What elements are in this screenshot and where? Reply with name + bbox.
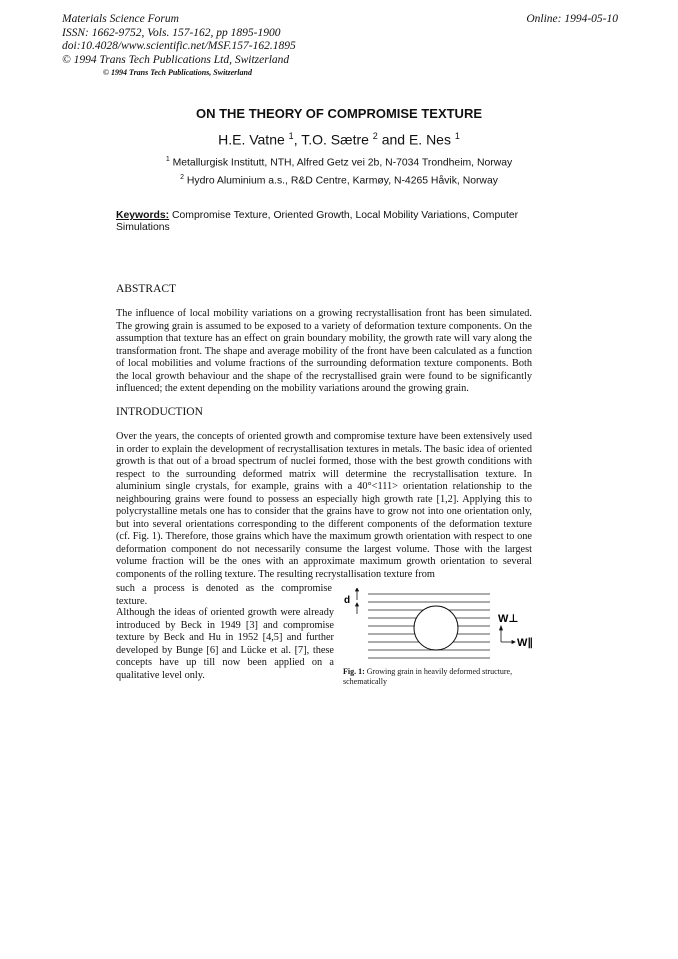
intro-paragraph-2: Although the ideas of oriented growth were already introduced by Beck in 1949 [3] and compromise texture by Beck and Hu in 1952 [4,5] and further developed by Bunge [6] and Lücke et al. [7], these concepts have up till now been applied on a qualitative level only. xyxy=(116,607,334,681)
paper-title: ON THE THEORY OF COMPROMISE TEXTURE xyxy=(195,106,483,121)
author-sup: 1 xyxy=(288,131,294,141)
author-name: T.O. Sætre xyxy=(301,131,369,148)
author-name: E. Nes xyxy=(408,131,451,148)
affiliation-sup: 1 xyxy=(165,156,170,163)
growing-grain xyxy=(414,606,458,650)
affiliation-text: Metallurgisk Institutt, NTH, Alfred Getz vei 2b, N-7034 Trondheim, Norway xyxy=(172,157,513,169)
intro-paragraph-1: Over the years, the concepts of oriented growth and compromise texture have been extensively used in order to explain the development of recrystallisation textures in metals. The basic idea of oriented growth is that out of a broad spectrum of nuclei formed, those with the best growth conditions with respect to the surrounding deformed matrix will determine the recrystallisation texture. In aluminium single crystals, for example, grains with a 40°<111> orientation relationship to the neighbouring grains were found to possess an especially high growth rate [1,2]. Applying this to polycrystalline metals one has to consider that the grains have to grow not into one orientation only, but into several orientations corresponding to the different components of the deformation texture (cf. Fig. 1). Therefore, those grains which have the maximum growth orientation with respect to one deformation component do not necessarily consume the largest volume. Those with the largest volume fraction will be the ones with an approximate maximum growth orientation to several components of the rolling texture. The resulting recrystallisation texture from xyxy=(116,431,532,581)
intro-paragraph-1-end: such a process is denoted as the compromise texture. xyxy=(116,583,332,607)
affiliation-text: Hydro Aluminium a.s., R&D Centre, Karmøy, N-4265 Håvik, Norway xyxy=(186,175,498,187)
journal-name: Materials Science Forum xyxy=(62,13,179,25)
doi-line[interactable]: doi:10.4028/www.scientific.net/MSF.157-162.1895 xyxy=(62,40,296,53)
keywords xyxy=(116,210,536,234)
figure-1 xyxy=(340,588,540,668)
journal-header xyxy=(62,13,296,67)
author-sup: 1 xyxy=(454,131,460,141)
issn-line: ISSN: 1662-9752, Vols. 157-162, pp 1895-1900 xyxy=(62,26,281,39)
figure-caption-label: Fig. 1: xyxy=(343,667,365,676)
thickness-label: d xyxy=(344,595,351,606)
author-list: H.E. Vatne $^1$, T.O. Sætre $^2$ and E. Nes $^1$ xyxy=(218,131,460,148)
affiliation-2 xyxy=(0,174,678,186)
figure-1-caption xyxy=(343,667,523,687)
author-sup: 2 xyxy=(372,131,378,141)
introduction-heading: INTRODUCTION xyxy=(116,406,203,418)
copyright-line: © 1994 Trans Tech Publications Ltd, Switzerland xyxy=(62,53,290,66)
affiliation-1 xyxy=(0,156,678,168)
w-perp-label: W⊥ xyxy=(498,613,519,625)
keywords-label: Keywords: xyxy=(116,210,170,221)
growth-rate-arrows xyxy=(500,626,516,644)
author-name: H.E. Vatne xyxy=(218,131,285,148)
figure-caption-text: Growing grain in heavily deformed structure, schematically xyxy=(343,667,513,686)
abstract-heading: ABSTRACT xyxy=(116,283,177,295)
keywords-text: Compromise Texture, Oriented Growth, Local Mobility Variations, Computer Simulations xyxy=(116,210,519,233)
publisher-copyline: © 1994 Trans Tech Publications, Switzerland xyxy=(103,68,252,77)
online-date: Online: 1994-05-10 xyxy=(526,13,618,25)
w-par-label: W∥ xyxy=(517,637,533,649)
affiliation-sup: 2 xyxy=(180,174,184,181)
thickness-arrows xyxy=(356,588,359,614)
abstract-text: The influence of local mobility variations on a growing recrystallisation front has been simulated. The growing grain is assumed to be exposed to a variety of deformation texture components. On the assumption that texture has an effect on grain boundary mobility, the growth rate will vary along the transformation front. The shape and average mobility of the front have been calculated as a function of local mobilities and volume fractions of the surrounding deformation texture components. Both the local growth behaviour and the shape of the recrystallised grain were found to be significantly influenced; the extent depending on the mobility variations around the growing grain. xyxy=(116,308,532,395)
